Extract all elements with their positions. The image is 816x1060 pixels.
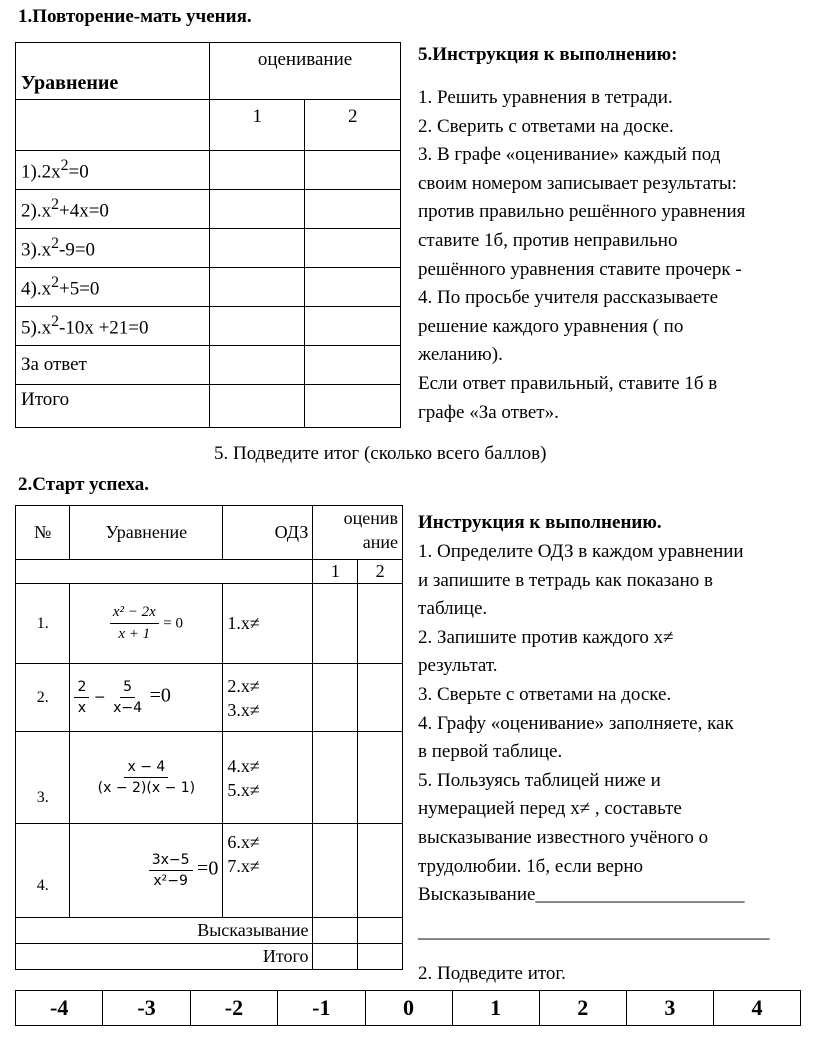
grade-cell[interactable] <box>210 151 305 190</box>
number-cell: 2 <box>539 991 626 1026</box>
instructions1-body: 1. Решить уравнения в тетради. 2. Сверить с ответами на доске. 3. В графе «оценивание» каждый под своим номером записывает результаты: против правильно решённого уравнения ставите 1б, против неправильно решённого уравнения ставите прочерк - 4. По просьбе учителя рассказываете решение каждого уравнения ( по желанию). Если ответ правильный, ставите 1б в графе «За ответ». <box>418 87 746 423</box>
grade-cell[interactable] <box>210 268 305 307</box>
fraction: $\frac{2}{x}$ <box>74 679 89 716</box>
grade-cell[interactable] <box>313 732 358 824</box>
summary1: 5. Подведите итог (сколько всего баллов) <box>214 443 547 464</box>
grade-cell[interactable] <box>305 307 401 346</box>
start-table <box>15 505 403 970</box>
number-cell: 4 <box>713 991 800 1026</box>
statement-label: Высказывание <box>16 918 313 944</box>
grade-cell[interactable] <box>313 664 358 732</box>
instructions2-heading: Инструкция к выполнению. <box>418 512 662 533</box>
col-odz-header: ОДЗ <box>223 506 313 560</box>
table-row: 1. $\frac{\text{x² − 2x}}{x + 1}$ = 0 1.x≠ <box>16 584 403 664</box>
grade-cell[interactable] <box>210 385 305 428</box>
table-row: $4).x^2+5=0$ <box>16 268 401 307</box>
grade-cell[interactable] <box>210 229 305 268</box>
grade-cell[interactable] <box>358 584 403 664</box>
fraction: $\frac{x - 4}{(x - 2)(x - 1)}$ <box>97 759 196 796</box>
grade-cell[interactable] <box>358 944 403 970</box>
table-row: $3).x^2-9=0$ <box>16 229 401 268</box>
grade-cell[interactable] <box>313 824 358 918</box>
grade-cell[interactable] <box>358 664 403 732</box>
grade-cell[interactable] <box>358 918 403 944</box>
section2-heading: 2.Старт успеха. <box>18 474 150 495</box>
col-grade-header: оценив ание <box>313 506 403 560</box>
grade-cell[interactable] <box>305 190 401 229</box>
col-num-header: № <box>16 506 70 560</box>
fraction: $\frac{5}{x-4}$ <box>113 679 143 716</box>
grade-cell[interactable] <box>313 944 358 970</box>
table-row: 4. $\frac{3x-5}{\text{x²−9}}$ =0 6.x≠ 7.x≠ <box>16 824 403 918</box>
number-cell: -2 <box>190 991 277 1026</box>
col-equation-header: Уравнение <box>70 506 223 560</box>
table-row: $1).2x^2=0$ <box>16 151 401 190</box>
number-cell: -4 <box>16 991 103 1026</box>
fraction: $\frac{3x-5}{\text{x²−9}}$ <box>149 852 193 889</box>
summary2: 2. Подведите итог. <box>418 963 566 984</box>
fraction: $\frac{\text{x² − 2x}}{x + 1}$ <box>110 604 159 643</box>
table-row: 2. $\frac{2}{x}$ − $\frac{5}{x-4}$ =0 2.x≠ 3.x≠ <box>16 664 403 732</box>
grade-cell[interactable] <box>305 151 401 190</box>
table-row: $2).x^2+4x=0$ <box>16 190 401 229</box>
number-cell: -1 <box>278 991 365 1026</box>
instructions2-body: 1. Определите ОДЗ в каждом уравнении и запишите в тетрадь как показано в таблице. 2. Запишите против каждого х≠ результат. 3. Сверьте с ответами на доске. 4. Графу «оценивание» заполняете, как в первой таблице. 5. Пользуясь таблицей ниже и нумерацией перед х≠ , составьте высказывание известного учёного о трудолюбии. 1б, если верно Высказывание______________________ _____________________________________ <box>418 541 770 942</box>
grade-cell[interactable] <box>305 229 401 268</box>
number-cell: 1 <box>452 991 539 1026</box>
table-row: $5).x^2-10x +21=0$ <box>16 307 401 346</box>
review-table <box>15 42 401 428</box>
number-cell: 3 <box>626 991 713 1026</box>
grade-cell[interactable] <box>358 824 403 918</box>
grade-cell[interactable] <box>358 732 403 824</box>
number-cell: 0 <box>365 991 452 1026</box>
col-grade-header: оценивание <box>210 43 401 100</box>
total-label: Итого <box>16 944 313 970</box>
table-row: Итого <box>16 385 401 428</box>
grade-cell[interactable] <box>210 190 305 229</box>
grade-cell[interactable] <box>313 918 358 944</box>
grade-cell[interactable] <box>305 385 401 428</box>
grade-col-1: 1 <box>210 100 305 151</box>
table-row: За ответ <box>16 346 401 385</box>
grade-cell[interactable] <box>305 346 401 385</box>
table-row: 3. $\frac{x - 4}{(x - 2)(x - 1)}$ 4.x≠ 5.x≠ <box>16 732 403 824</box>
instructions1-heading: 5.Инструкция к выполнению: <box>418 44 678 65</box>
number-cell: -3 <box>103 991 190 1026</box>
number-table <box>15 990 801 1026</box>
grade-col-2: 2 <box>358 560 403 584</box>
grade-cell[interactable] <box>210 307 305 346</box>
grade-col-1: 1 <box>313 560 358 584</box>
grade-cell[interactable] <box>313 584 358 664</box>
col-equation-header: Уравнение <box>16 43 210 100</box>
grade-cell[interactable] <box>210 346 305 385</box>
grade-cell[interactable] <box>305 268 401 307</box>
grade-col-2: 2 <box>305 100 401 151</box>
section1-heading: 1.Повторение-мать учения. <box>18 6 252 27</box>
